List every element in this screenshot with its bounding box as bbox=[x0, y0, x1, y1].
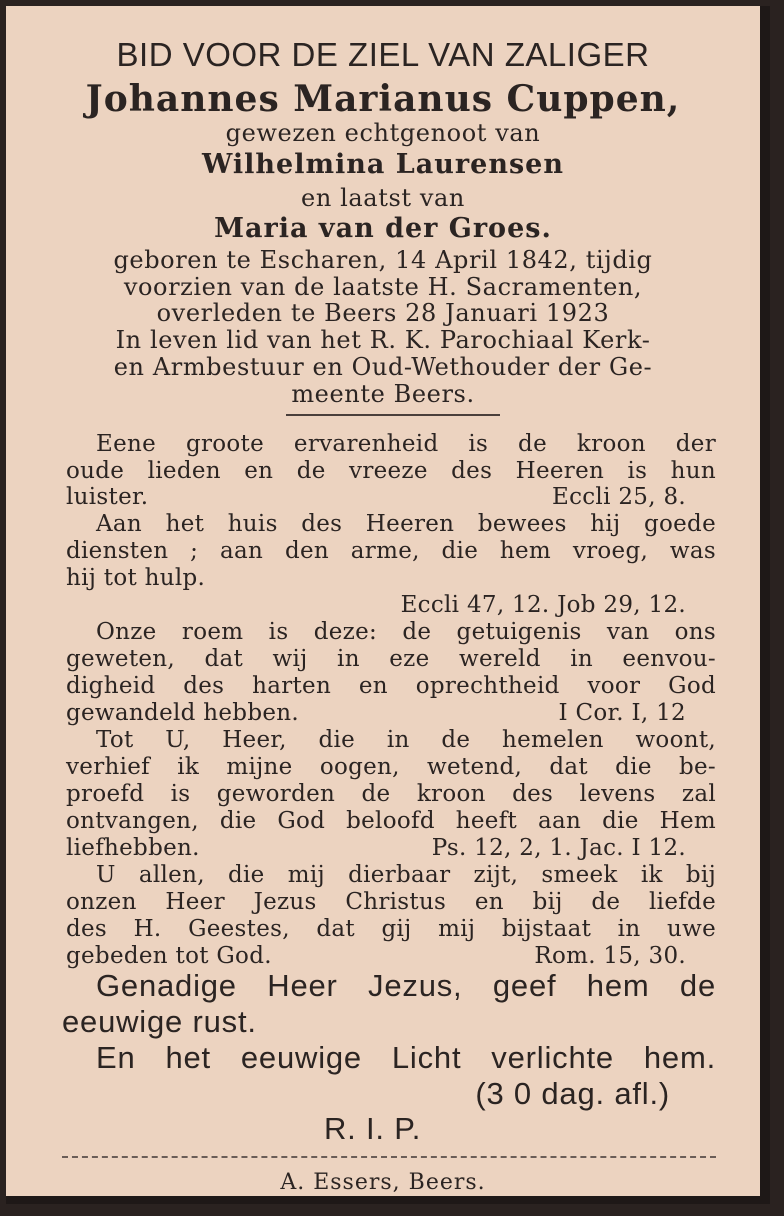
indulgence-note: (3 0 dag. afl.) bbox=[475, 1076, 670, 1111]
verse-line: Eene groote ervarenheid is de kroon der bbox=[96, 431, 716, 457]
bio-line: meente Beers. bbox=[291, 380, 475, 408]
verse-line: Aan het huis des Heeren bewees hij goede bbox=[96, 511, 716, 537]
bio-line: voorzien van de laatste H. Sacramenten, bbox=[123, 273, 643, 301]
verse-line: oude lieden en de vreeze des Heeren is hun bbox=[66, 458, 716, 484]
verse-reference: Ps. 12, 2, 1. Jac. I 12. bbox=[431, 835, 686, 861]
verse-line: verhief ik mijne oogen, wetend, dat die be- bbox=[66, 754, 716, 780]
relation-text: gewezen echtgenoot van bbox=[225, 119, 541, 147]
deceased-name: Johannes Marianus Cuppen, bbox=[85, 78, 681, 120]
second-spouse-name: Maria van der Groes. bbox=[214, 213, 552, 244]
first-spouse-name: Wilhelmina Laurensen bbox=[202, 149, 564, 180]
dotted-divider bbox=[62, 1156, 716, 1158]
verse-line: Onze roem is deze: de getuigenis van ons bbox=[96, 619, 716, 645]
printer-credit: A. Essers, Beers. bbox=[280, 1170, 486, 1195]
verse-line: onzen Heer Jezus Christus en bij de liefde bbox=[66, 889, 716, 915]
verse-line: diensten ; aan den arme, die hem vroeg, was bbox=[66, 538, 716, 564]
verse-line: luister. bbox=[66, 484, 149, 510]
verse-reference: I Cor. I, 12 bbox=[558, 700, 686, 726]
prayer-line: En het eeuwige Licht verlichte hem. bbox=[96, 1040, 716, 1075]
verse-line: gewandeld hebben. bbox=[66, 700, 299, 726]
verse-reference: Eccli 25, 8. bbox=[551, 484, 686, 510]
divider bbox=[286, 414, 500, 416]
verse-line: Tot U, Heer, die in de hemelen woont, bbox=[96, 727, 716, 753]
bio-line: overleden te Beers 28 Januari 1923 bbox=[156, 299, 610, 327]
rip-text: R. I. P. bbox=[324, 1111, 422, 1146]
verse-reference: Rom. 15, 30. bbox=[534, 943, 686, 969]
bio-line: In leven lid van het R. K. Parochiaal Kerk- bbox=[115, 326, 651, 354]
bio-line: en Armbestuur en Oud-Wethouder der Ge- bbox=[113, 353, 653, 381]
verse-reference: Eccli 47, 12. Job 29, 12. bbox=[400, 592, 686, 618]
prayer-line: eeuwige rust. bbox=[62, 1004, 257, 1039]
verse-line: digheid des harten en oprechtheid voor God bbox=[66, 673, 716, 699]
verse-line: des H. Geestes, dat gij mij bijstaat in uwe bbox=[66, 916, 716, 942]
verse-line: hij tot hulp. bbox=[66, 565, 206, 591]
bio-line: geboren te Escharen, 14 April 1842, tijdig bbox=[113, 246, 653, 274]
heading: BID VOOR DE ZIEL VAN ZALIGER bbox=[116, 36, 650, 73]
relation-text-2: en laatst van bbox=[301, 184, 465, 212]
prayer-line: Genadige Heer Jezus, geef hem de bbox=[96, 968, 716, 1003]
verse-line: geweten, dat wij in eze wereld in eenvou- bbox=[66, 646, 716, 672]
verse-line: gebeden tot God. bbox=[66, 943, 272, 969]
memorial-card bbox=[6, 6, 770, 1204]
verse-line: proefd is geworden de kroon des levens zal bbox=[66, 781, 716, 807]
verse-line: liefhebben. bbox=[66, 835, 200, 861]
verse-line: ontvangen, die God beloofd heeft aan die Hem bbox=[66, 808, 716, 834]
verse-line: U allen, die mij dierbaar zijt, smeek ik bij bbox=[96, 862, 716, 888]
